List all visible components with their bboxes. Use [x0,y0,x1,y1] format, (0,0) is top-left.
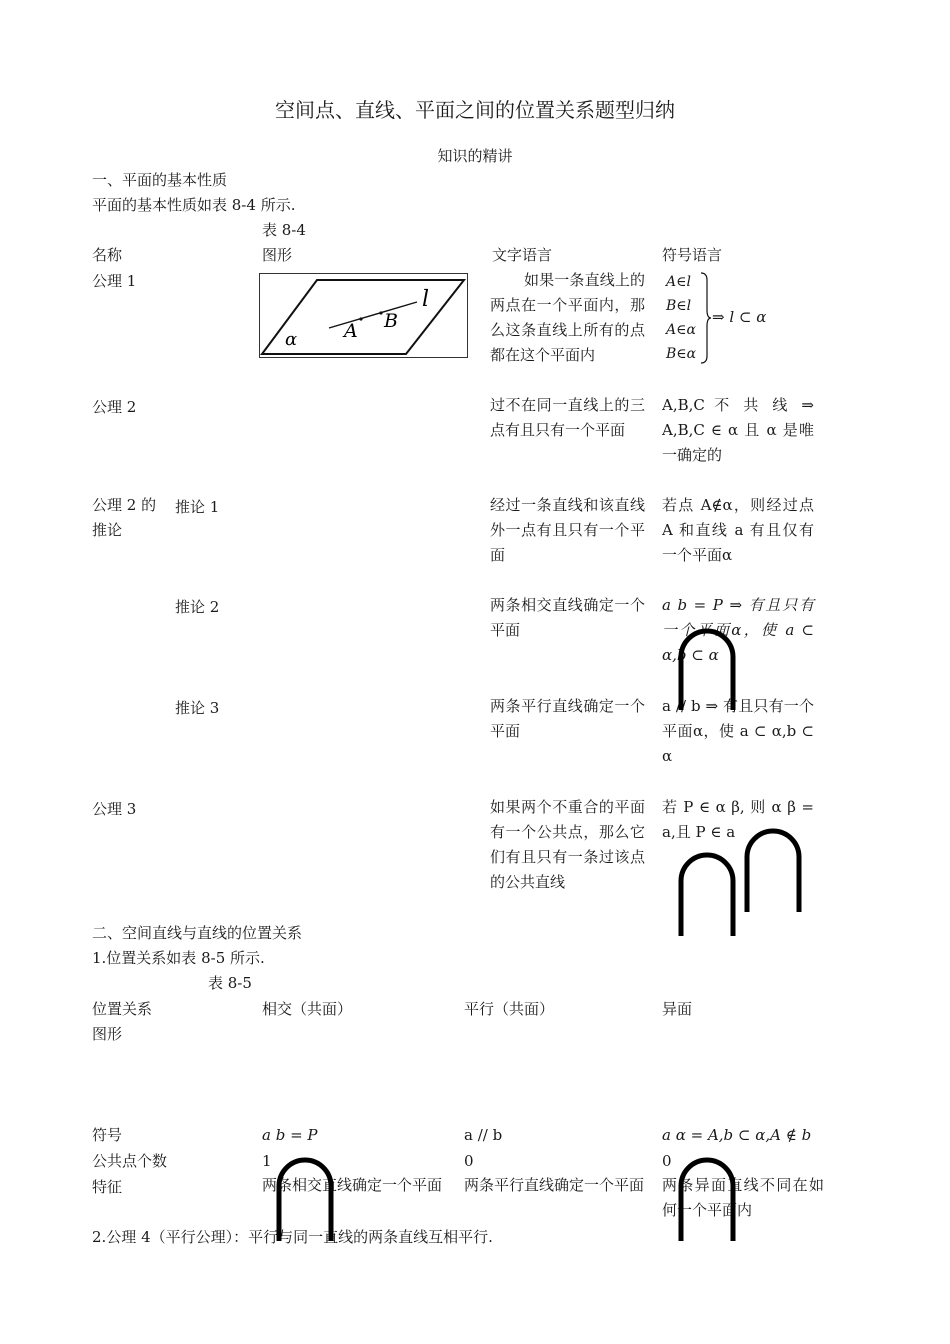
line-l [329,302,417,328]
axiom-1-sym-line-1: A∈l [666,274,691,290]
label-a: A [344,320,358,342]
section-1-heading: 一、平面的基本性质 [92,171,228,189]
t2-feature-skew: 两条异面直线不同在如何一个平面内 [662,1176,824,1219]
right-brace-icon [700,272,712,364]
axiom-1-figure [259,273,469,359]
axiom-3-symbol: 若 P ∈ α β, 则 α β = a,且 P ∈ a [662,798,814,841]
corollary-2-text: 两条相交直线确定一个平面 [490,596,645,639]
t2-feature-parallel: 两条平行直线确定一个平面 [464,1176,645,1194]
corollary-1-name: 推论 1 [175,498,220,516]
cap-glyph-icon [678,1157,736,1241]
label-b: B [384,310,398,332]
t2-symbol-skew: a α = A,b ⊂ α,A ∉ b [662,1126,812,1144]
corollary-3-symbol: a // b ⇒ 有且只有一个平面α，使 a ⊂ α,b ⊂ α [662,697,814,765]
label-l: l [422,287,430,312]
axiom-2-name: 公理 2 [92,398,137,416]
axiom-1-text: 如果一条直线上的两点在一个平面内，那么这条直线上所有的点都在这个平面内 [490,271,645,364]
corollary-2-symbol: a b = P ⇒ 有且只有一个平面α，使 a ⊂ α,b ⊂ α [662,596,814,664]
axiom-3-name: 公理 3 [92,800,137,818]
point-b [379,311,382,314]
axiom-3-text: 如果两个不重合的平面有一个公共点，那么它们有且只有一条过该点的公共直线 [490,798,645,891]
t2-header-intersect: 相交（共面） [262,1000,353,1018]
axiom-1-sym-line-4: B∈α [666,346,697,362]
corollary-3-name: 推论 3 [175,699,220,717]
t2-row-symbol-label: 符号 [92,1126,123,1144]
section-2-item-2: 2.公理 4（平行公理）：平行与同一直线的两条直线互相平行. [92,1228,493,1246]
cap-glyph-icon [276,1157,334,1241]
cap-glyph-icon [744,828,802,912]
t1-header-symbol: 符号语言 [662,246,723,264]
corollary-1-symbol: 若点 A∉α，则经过点 A 和直线 a 有且仅有一个平面α [662,496,814,564]
page-title: 空间点、直线、平面之间的位置关系题型归纳 [275,98,675,122]
table-8-5-caption: 表 8-5 [208,974,252,992]
axiom-2-corollary-group: 公理 2 的推论 [92,496,157,539]
corollary-3-text: 两条平行直线确定一个平面 [490,697,645,740]
section-2-heading: 二、空间直线与直线的位置关系 [92,924,303,942]
axiom-1-name: 公理 1 [92,272,137,290]
corollary-2-name: 推论 2 [175,598,220,616]
cap-glyph-icon [678,628,736,710]
section-2-item-1: 1.位置关系如表 8-5 所示. [92,949,265,967]
t1-header-text: 文字语言 [492,246,553,264]
corollary-1-text: 经过一条直线和该直线外一点有且只有一个平面 [490,496,645,564]
t2-count-parallel: 0 [464,1152,474,1170]
cap-glyph-icon [678,852,736,936]
t2-symbol-parallel: a // b [464,1126,503,1144]
axiom-2-text: 过不在同一直线上的三点有且只有一个平面 [490,396,645,439]
label-alpha: α [285,329,298,350]
t2-row-feature-label: 特征 [92,1178,123,1196]
t1-header-name: 名称 [92,246,123,264]
axiom-1-sym-line-3: A∈α [666,322,696,338]
t2-row-figure-label: 图形 [92,1025,123,1043]
axiom-1-sym-result: ⇒ l ⊂ α [712,308,767,326]
table-8-4-caption: 表 8-4 [262,221,306,239]
t2-symbol-intersect: a b = P [262,1126,318,1144]
subtitle: 知识的精讲 [437,147,513,165]
t2-header-parallel: 平行（共面） [464,1000,555,1018]
section-1-intro: 平面的基本性质如表 8-4 所示. [92,196,296,214]
point-a [359,317,362,320]
t2-row-count-label: 公共点个数 [92,1152,168,1170]
t2-count-skew: 0 [662,1152,672,1170]
t2-header-skew: 异面 [662,1000,693,1018]
axiom-2-symbol: A,B,C 不 共 线 ⇒ A,B,C ∈ α 且 α 是唯一确定的 [662,396,814,464]
t1-header-figure: 图形 [262,246,293,264]
t2-feature-intersect: 两条相交直线确定一个平面 [262,1176,443,1194]
t2-header-relation: 位置关系 [92,1000,153,1018]
t2-count-intersect: 1 [262,1152,272,1170]
axiom-1-sym-line-2: B∈l [666,298,692,314]
